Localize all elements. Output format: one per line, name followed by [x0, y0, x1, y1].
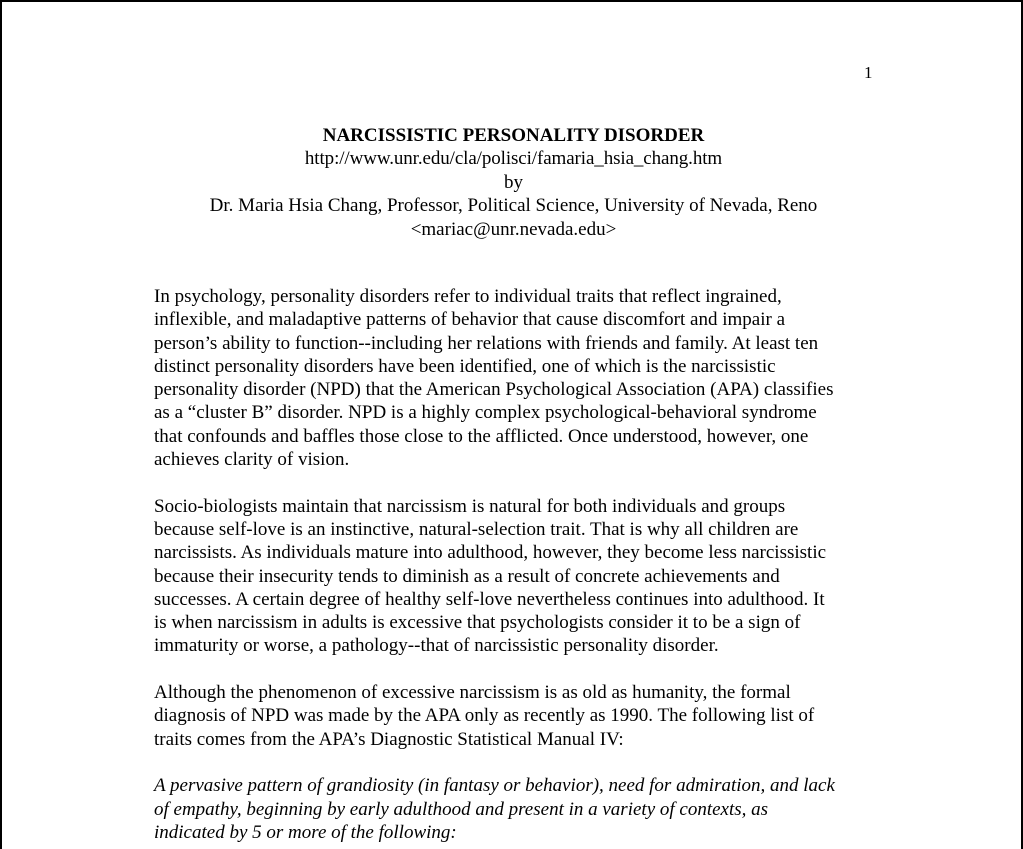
document-body [154, 285, 878, 849]
paragraph-dsm-criteria: A pervasive pattern of grandiosity (in fantasy or behavior), need for admiration, and lack of empathy, beginning by early adulthood and present in a variety of contexts, as indicated by 5 or more of the following: [154, 775, 835, 843]
paragraph-intro: In psychology, personality disorders refer to individual traits that reflect ingrained, inflexible, and maladaptive patterns of behavior that cause discomfort and impair a person’s ability to function--including her relations with friends and family. At least ten distinct personality disorders have been identified, one of which is the narcissistic personality disorder (NPD) that the American Psychological Association (APA) classifies as a “cluster B” disorder. NPD is a highly complex psychological-behavioral syndrome that confounds and baffles those close to the afflicted. Once understood, however, one achieves clarity of vision. [154, 286, 834, 471]
paragraph-diagnosis-history: Although the phenomenon of excessive narcissism is as old as humanity, the formal diagnosis of NPD was made by the APA only as recently as 1990. The following list of traits comes from the APA’s Diagnostic Statistical Manual IV: [154, 682, 815, 750]
source-url: http://www.unr.edu/cla/polisci/famaria_hsia_chang.htm [304, 148, 723, 170]
author-line: Dr. Maria Hsia Chang, Professor, Political Science, University of Nevada, Reno [209, 195, 818, 217]
document-header [2, 124, 1023, 241]
page-number: 1 [864, 63, 873, 82]
byline-by: by [504, 171, 523, 193]
document-title: NARCISSISTIC PERSONALITY DISORDER [322, 125, 705, 146]
author-email: <mariac@unr.nevada.edu> [410, 218, 617, 240]
paragraph-socio-biology: Socio-biologists maintain that narcissism is natural for both individuals and groups because self-love is an instinctive, natural-selection trait. That is why all children are narcissists. As individuals mature into adulthood, however, they become less narcissistic because their insecurity tends to diminish as a result of concrete achievements and successes. A certain degree of healthy self-love nevertheless continues into adulthood. It is when narcissism in adults is excessive that psychologists consider it to be a sign of immaturity or worse, a pathology--that of narcissistic personality disorder. [154, 495, 827, 657]
